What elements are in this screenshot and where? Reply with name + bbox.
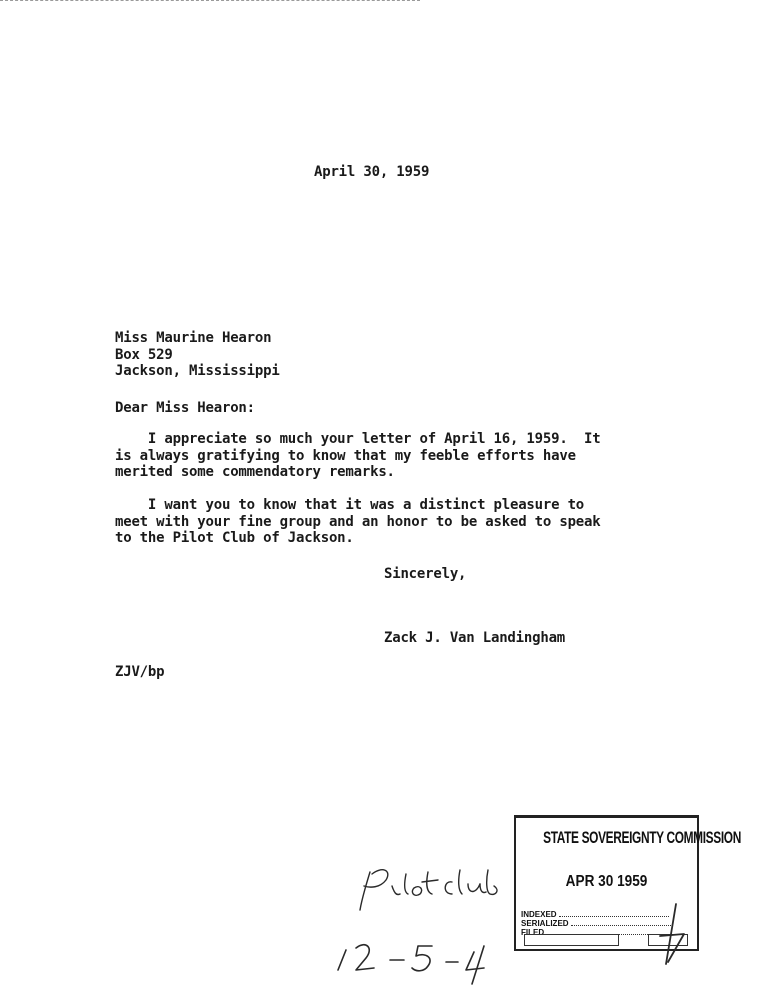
stamp-filed-label: FILED	[521, 928, 545, 937]
typist-initials: ZJV/bp	[115, 664, 165, 680]
stamp-date: APR 30 1959	[565, 873, 648, 890]
recipient-city: Jackson, Mississippi	[115, 363, 280, 379]
handwritten-stamp-mark	[660, 904, 684, 964]
letter-date: April 30, 1959	[314, 164, 430, 180]
handwritten-pilot-club	[360, 870, 497, 910]
stamp-indexed-label: INDEXED	[521, 910, 557, 919]
closing: Sincerely,	[384, 566, 467, 582]
body-paragraph-1: I appreciate so much your letter of April 16, 1959. It is always gratifying to know that my feeble efforts have merited some commendatory remarks.	[115, 431, 601, 480]
recipient-box: Box 529	[115, 346, 173, 363]
salutation: Dear Miss Hearon:	[115, 400, 255, 416]
stamp-serialized-label: SERIALIZED	[521, 919, 569, 928]
handwritten-file-number	[338, 945, 484, 984]
recipient-name: Miss Maurine Hearon	[115, 330, 272, 346]
stamp-header: STATE SOVEREIGNTY COMMISSION	[543, 828, 741, 847]
signature-name: Zack J. Van Landingham	[384, 630, 566, 646]
body-paragraph-2: I want you to know that it was a distinct pleasure to meet with your fine group and an honor to be asked to speak to the Pilot Club of Jackson.	[115, 497, 601, 546]
